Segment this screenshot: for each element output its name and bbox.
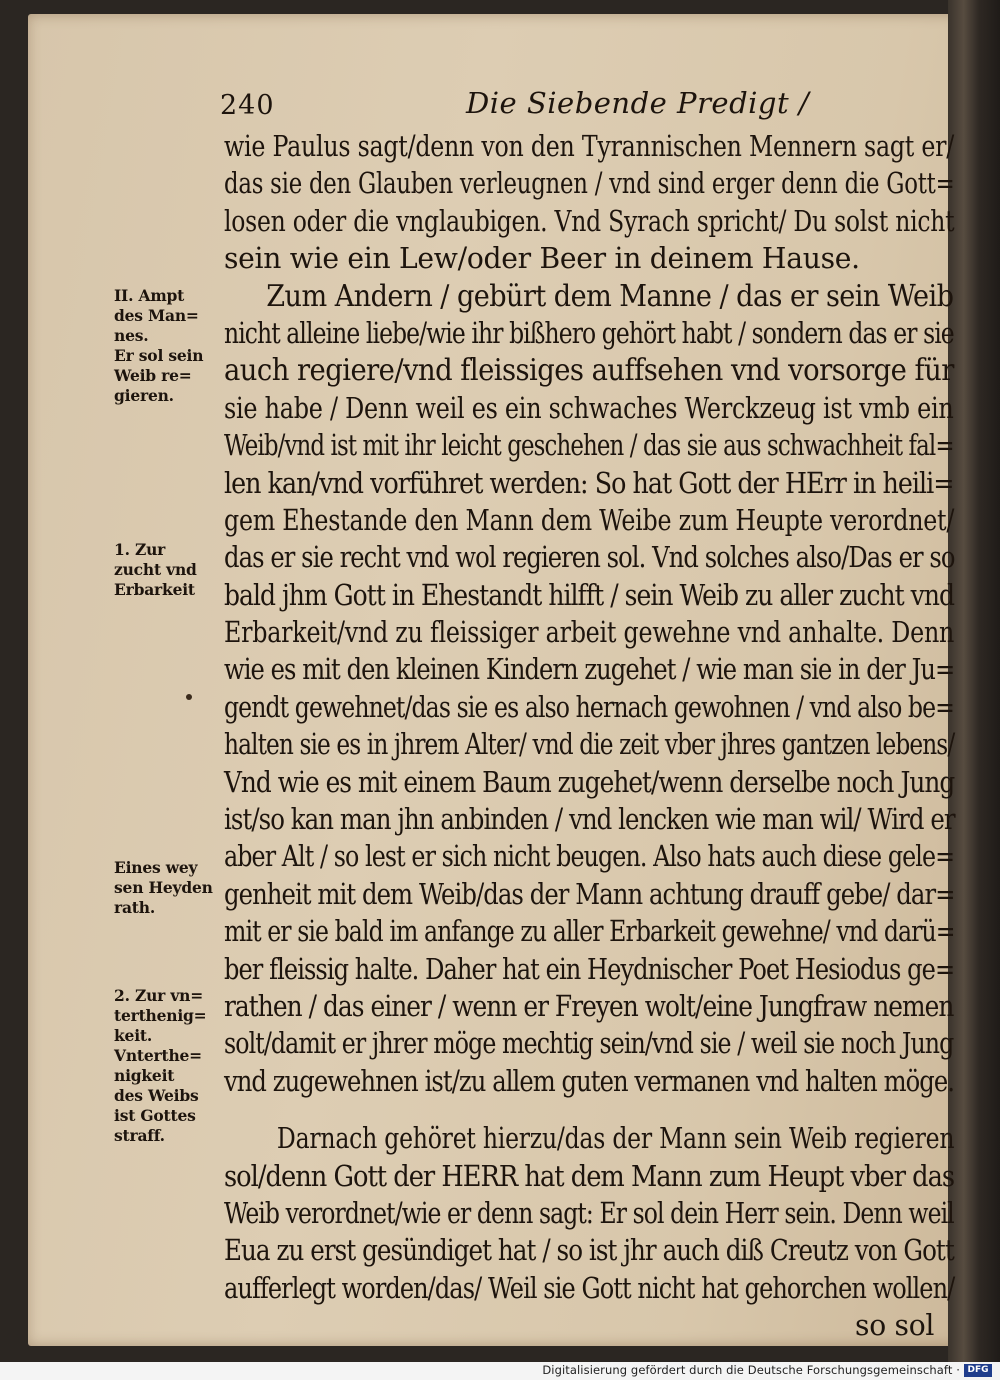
text-line: gem Ehestande den Mann dem Weibe zum Heupte verordnet/ [224,503,955,537]
text-line: sol/denn Gott der HERR hat dem Mann zum Heupt vber das [224,1159,955,1193]
text-line: losen oder die vnglaubigen. Vnd Syrach spricht/ Du solst nicht [224,204,955,238]
text-line: Weib verordnet/wie er denn sagt: Er sol dein Herr sein. Denn weil [224,1196,954,1230]
footer-bar [0,1362,1000,1380]
text-line: wie es mit den kleinen Kindern zugehet / wie man sie in der Ju= [224,653,955,687]
margin-note: 1. Zur zucht vnd Erbarkeit [114,540,197,599]
text-line: rathen / das einer / wenn er Freyen wolt/eine Jungfraw nemen [224,989,954,1023]
text-line: aber Alt / so lest er sich nicht beugen. Also hats auch diese gele= [224,840,955,874]
running-title: Die Siebende Predigt / [466,86,810,120]
text-line: halten sie es in jhrem Alter/ vnd die zeit vber jhres gantzen lebens/ [224,728,955,762]
text-line: solt/damit er jhrer möge mechtig sein/vnd sie / weil sie noch Jung [224,1027,954,1061]
text-line: gendt gewehnet/das sie es also hernach gewohnen / vnd also be= [224,690,954,724]
main-text-block [224,128,962,1345]
text-line: mit er sie bald im anfange zu aller Erbarkeit gewehne/ vnd darü= [224,915,955,949]
text-line: len kan/vnd vorführet werden: So hat Gott der HErr in heili= [224,466,954,500]
text-line: vnd zugewehnen ist/zu allem guten vermanen vnd halten möge. [224,1064,955,1098]
text-line: Darnach gehöret hierzu/das der Mann sein Weib regieren [276,1122,955,1156]
text-line: das sie den Glauben verleugnen / vnd sind erger denn die Gott= [224,167,955,201]
text-line: Erbarkeit/vnd zu fleissiger arbeit gewehne vnd anhalte. Denn [224,616,955,650]
text-line: Vnd wie es mit einem Baum zugehet/wenn derselbe noch Jung [224,765,955,799]
text-line: ber fleissig halte. Daher hat ein Heydnischer Poet Hesiodus ge= [224,952,955,986]
text-line: bald jhm Gott in Ehestandt hilfft / sein Weib zu aller zucht vnd [224,578,955,612]
text-line: Zum Andern / gebürt dem Manne / das er sein Weib [266,278,954,313]
margin-note: 2. Zur vn= terthenig= keit. Vnterthe= nigkeit des Weibs ist Gottes straff. [114,986,207,1145]
dfg-logo: DFG [964,1364,992,1377]
margin-note: Eines wey sen Heyden rath. [114,858,213,917]
text-line: genheit mit dem Weib/das der Mann achtung drauff gebe/ dar= [224,877,955,911]
text-line: sie habe / Denn weil es ein schwaches Werckzeug ist vmb ein [224,391,954,425]
text-line: Weib/vnd ist mit ihr leicht geschehen / das sie aus schwachheit fal= [224,429,954,463]
page-number: 240 [220,90,275,121]
text-line: wie Paulus sagt/denn von den Tyrannischen Mennern sagt er/ [224,130,954,163]
ink-dot [186,694,192,700]
page-header [0,86,1000,126]
catchword: so sol [855,1309,935,1343]
text-line: aufferlegt worden/das/ Weil sie Gott nicht hat gehorchen wollen/ [224,1271,955,1305]
text-line: sein wie ein Lew/oder Beer in deinem Hause. [224,242,860,276]
text-line: nicht alleine liebe/wie ihr bißhero gehört habt / sondern das er sie [224,316,954,350]
text-line: Eua zu erst gesündiget hat / so ist jhr auch diß Creutz von Gott [224,1234,954,1268]
text-line: auch regiere/vnd fleissiges auffsehen vnd vorsorge für [224,353,954,388]
funding-credit: Digitalisierung gefördert durch die Deutsche Forschungsgemeinschaft · [542,1363,960,1377]
text-line: ist/so kan man jhn anbinden / vnd lencken wie man wil/ Wird er [224,803,955,837]
margin-note: II. Ampt des Man= nes. Er sol sein Weib re= gieren. [114,286,204,405]
text-line: das er sie recht vnd wol regieren sol. Vnd solches also/Das er so [224,541,955,575]
